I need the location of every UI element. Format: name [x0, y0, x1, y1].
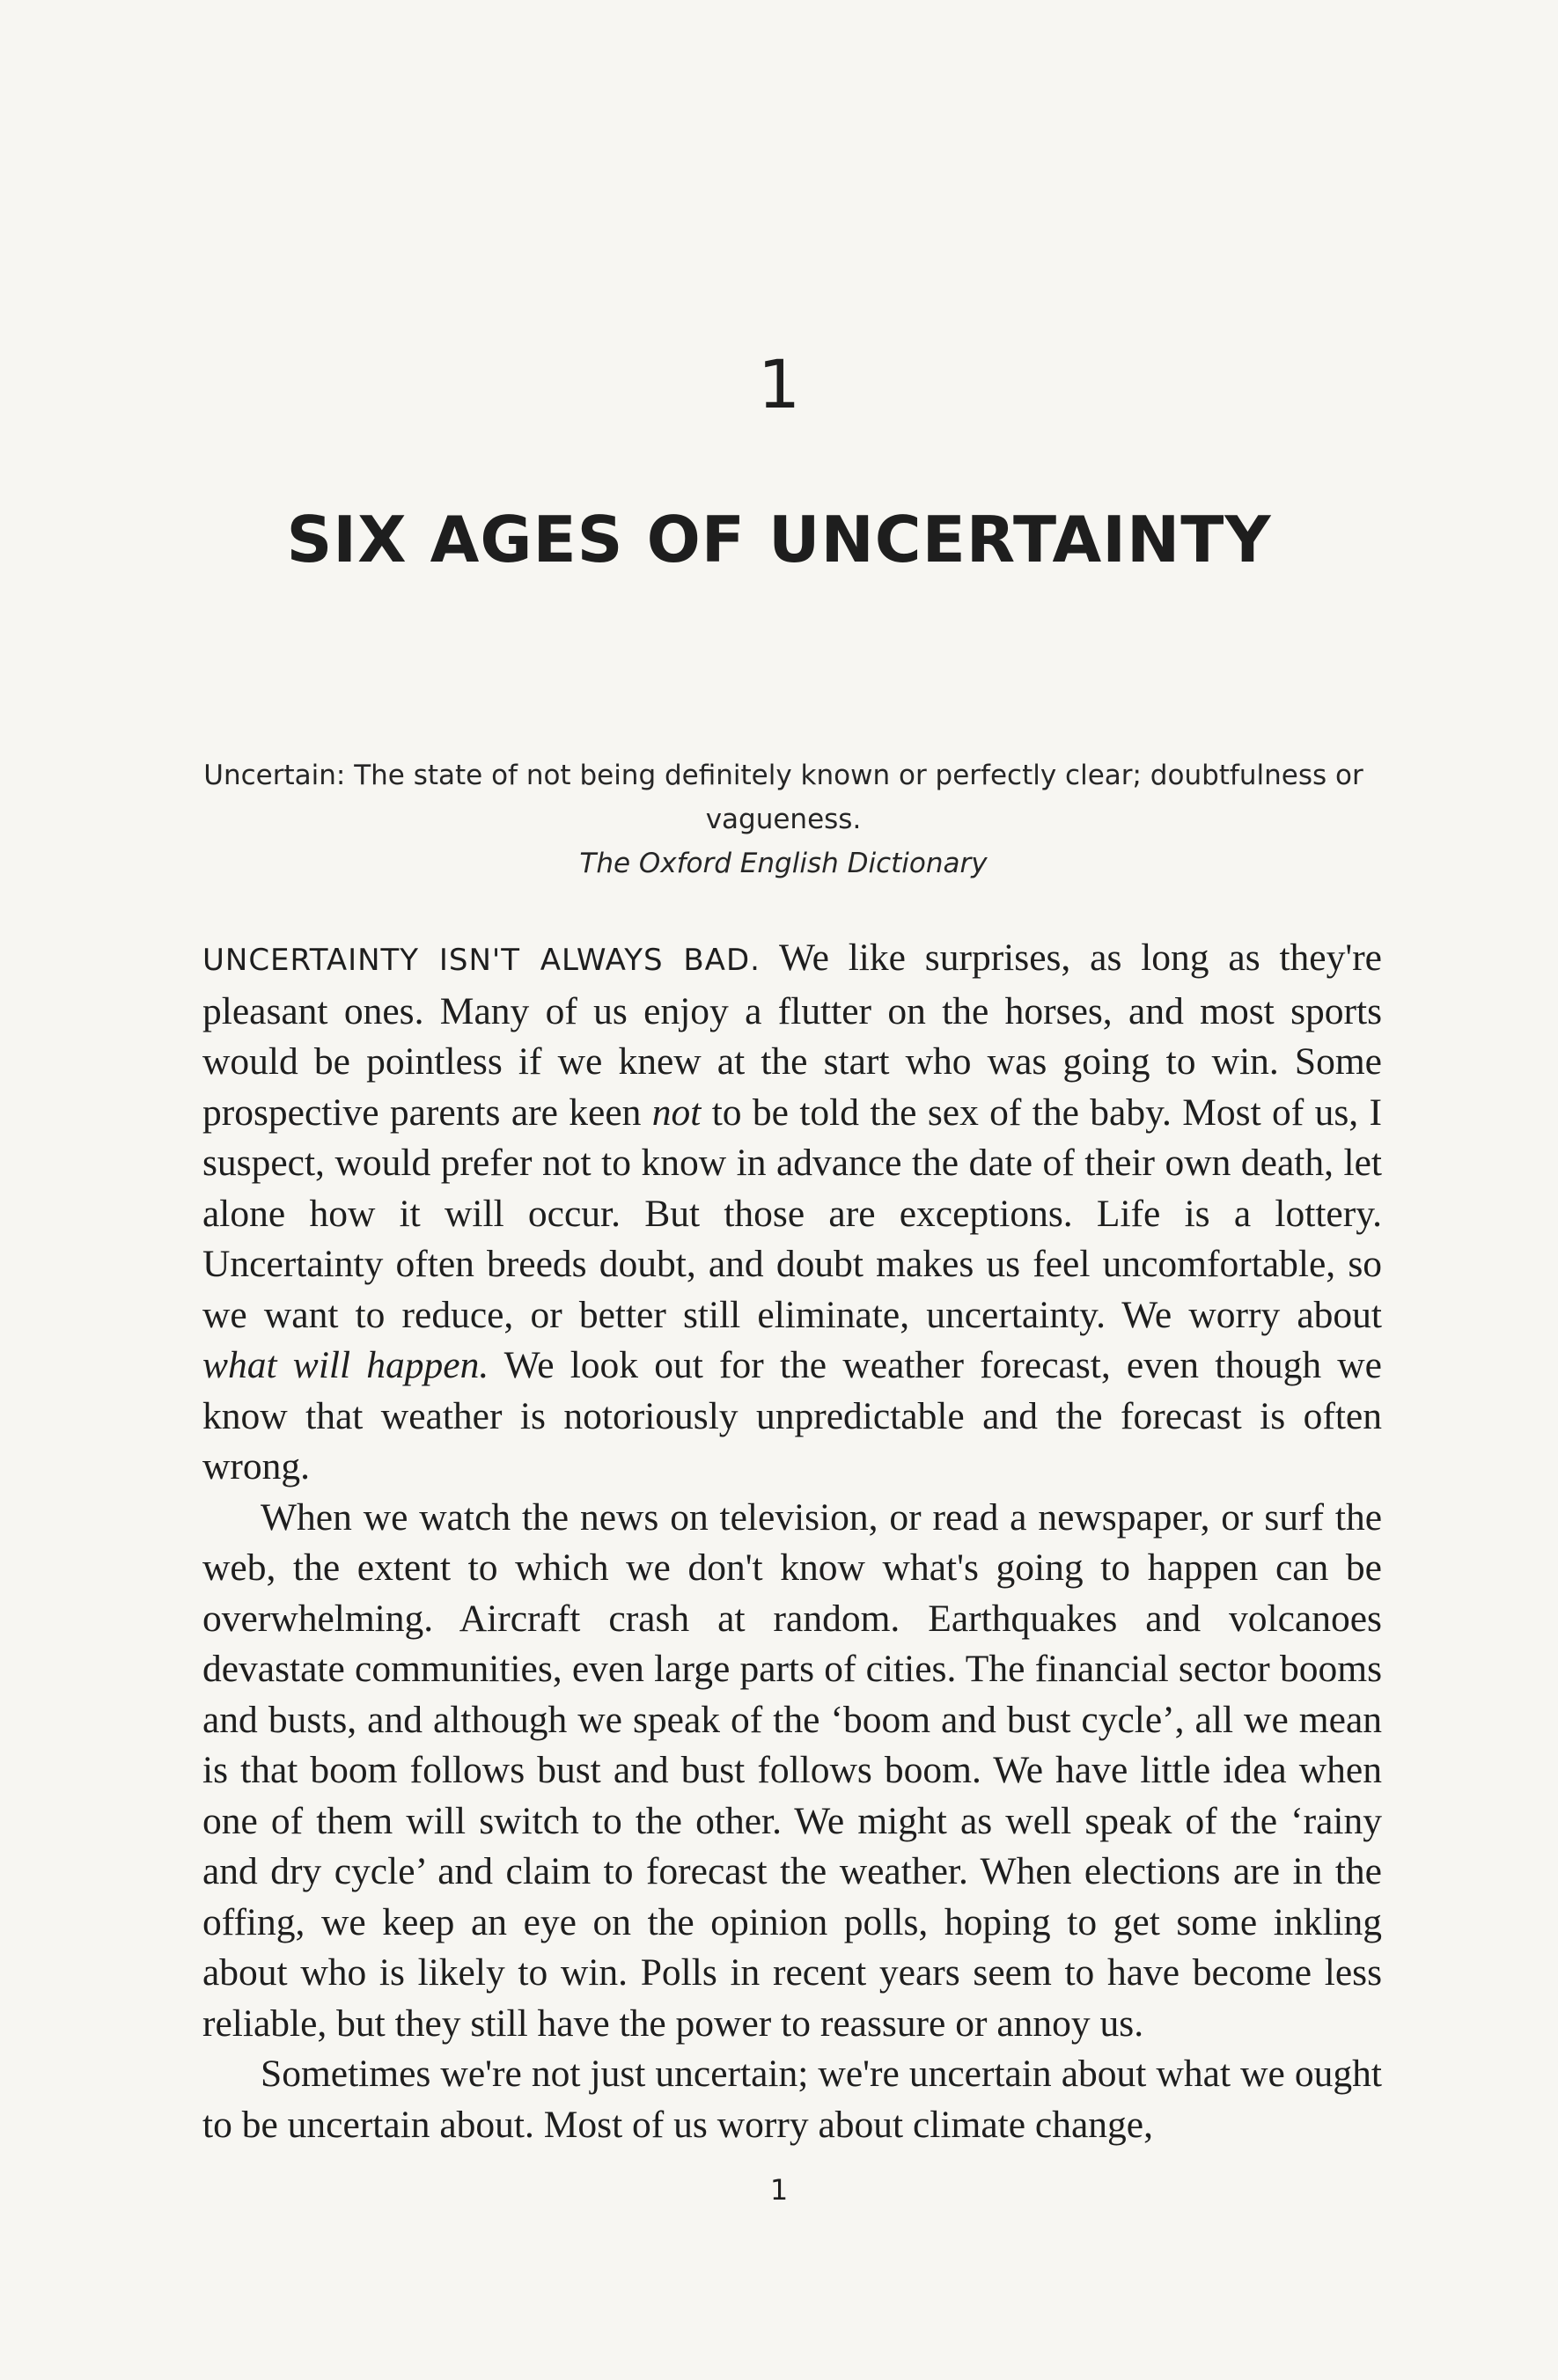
paragraph-2: When we watch the news on television, or read a newspaper, or surf the web, the extent to which we don't know what's going to happen can be overwhelming. Aircraft crash at random. Earthquakes and volcanoes devastate communities, even large parts of cities. The financial sector booms and busts, and although we speak of the ‘boom and bust cycle’, all we mean is that boom follows bust and bust follows boom. We have little idea when one of them will switch to the other. We might as well speak of the ‘rainy and dry cycle’ and claim to forecast the weather. When elections are in the offing, we keep an eye on the opinion polls, hoping to get some inkling about who is likely to win. Polls in recent years seem to have become less reliable, but they still have the power to reassure or annoy us.	[202, 1495, 1382, 2045]
epigraph	[176, 753, 1391, 885]
paragraph-1-part-a: We like surprises, as long as they're pleasant ones. Many of us enjoy a flutter on the horses, and most sports would be pointless if we knew at the start who was going to win. Some prospective parents are keen	[202, 937, 1382, 1134]
emphasis-what-will-happen: what will happen.	[202, 1344, 489, 1386]
chapter-title: SIX AGES OF UNCERTAINTY	[286, 503, 1272, 577]
paragraph-1	[202, 933, 1382, 1493]
epigraph-source: The Oxford English Dictionary	[579, 848, 988, 879]
page-number: 1	[769, 2173, 789, 2207]
emphasis-not: not	[651, 1091, 702, 1134]
lead-in-caps: UNCERTAINTY ISN'T ALWAYS BAD.	[202, 943, 761, 978]
epigraph-text: Uncertain: The state of not being definitely known or perfectly clear; doubtfulness or vagueness.	[203, 760, 1363, 835]
chapter-number: 1	[757, 345, 801, 423]
body-text	[202, 933, 1382, 2150]
paragraph-3: Sometimes we're not just uncertain; we're uncertain about what we ought to be uncertain about. Most of us worry about climate change,	[202, 2053, 1382, 2146]
paragraph-1-part-c: We look out for the weather forecast, even though we know that weather is notoriously unpredictable and the forecast is often wrong.	[202, 1344, 1382, 1488]
paragraph-1-part-b: to be told the sex of the baby. Most of us, I suspect, would prefer not to know in advance the date of their own death, let alone how it will occur. But those are exceptions. Life is a lottery. Uncertainty often breeds doubt, and doubt makes us feel uncomfortable, so we want to reduce, or better still eliminate, uncertainty. We worry about	[202, 1091, 1382, 1336]
